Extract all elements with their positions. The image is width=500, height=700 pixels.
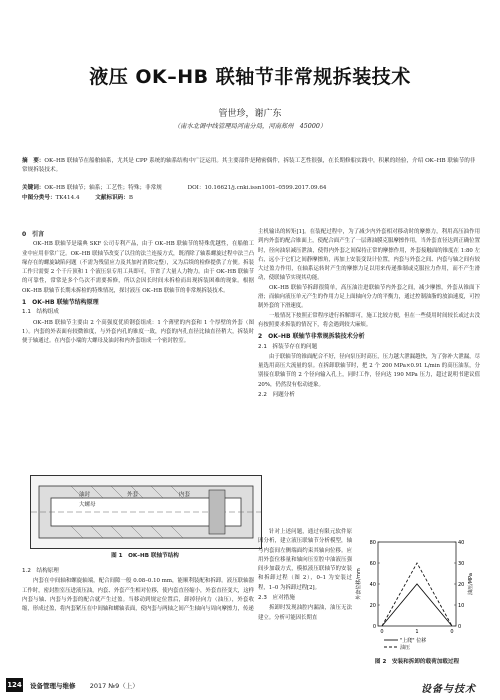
load-chart	[352, 534, 478, 650]
y-axis-label-left: 外套位移/mm	[356, 568, 362, 600]
keywords-line	[22, 184, 478, 193]
figure-2-caption: 图 2 安装和拆卸的载荷加载过程	[374, 659, 460, 665]
right-column-narrow	[258, 528, 352, 674]
heading-1: 1 OK–HB 联轴节结构原理	[22, 299, 99, 307]
left-tick-label: 60	[369, 561, 376, 567]
heading-2-2: 2.2 问题分析	[258, 392, 295, 399]
right-tick-label: 40	[458, 540, 465, 546]
abstract	[22, 157, 478, 175]
x-tick-label: 0	[450, 629, 454, 635]
paragraph-2-3: 拆卸时发现油腔内漏油，油压无法建立。分析可能因长期直	[258, 605, 352, 621]
authors: 管世珍，谢广东	[218, 109, 282, 119]
right-tick-label: 10	[458, 603, 465, 609]
heading-2-1: 2.1 拆装节存在的问题	[258, 343, 318, 350]
x-tick-label: 1	[415, 629, 419, 635]
left-tick-label: 80	[369, 540, 376, 546]
left-tick-label: 40	[369, 582, 376, 588]
paragraph-2-2: 针对上述问题，通过有限元软件原因分析，建立液压联轴节分析模型，轴与内套间左侧端面约束其轴向位移。应用外套位移量和轴向压室腔中油液压强间步加载方式，模拟液压联轴节的安装和拆卸过程（图 2），0–1 为安装过程，1–0 为拆卸过程[2]。	[258, 529, 352, 591]
series-line-pressure	[382, 563, 452, 626]
abstract-text: OK–HB 联轴节在船舶轴系，尤其是 CPP 系统的轴系结构中广泛运用。其主要部件是精密偶件，拆装工艺性很强，在长期修船实践中，积累的经验，介绍 OK–HB 联轴节的非常规拆装技术。	[22, 158, 476, 173]
label-outer-sleeve: 外套	[127, 492, 139, 498]
y-axis-label-right: 油压/MPa	[468, 573, 474, 595]
heading-1-2: 1.2 结构原理	[22, 568, 59, 574]
keywords-text: OK–HB 联轴节；轴系；工艺性；特殊；非常规	[44, 185, 162, 191]
intro-paragraph: OK–HB 联轴节是瑞典 SKF 公司专利产品，由于 OK–HB 联轴节的特殊优越性，在船舶工业中应用非常广泛。OK–HB 联轴节改变了以往的法兰连接方式，既消除了轴系螺旋过程中法兰凸缘存在的螺旋缺陷问题（不需为残留应力及其加衬消除完整），又为后续的检修提供了方便。拆装工作只需要 2 个千斤顶和 1 个液压泵专用工具即可，节省了大量人力物力。由于 OK–HB 联轴节的可靠性，常常是多个鸟次不需要拆修，所以会因长时间未拆检而出现拆装困难的现象。根据 OK–HB 联轴节长期未拆检的特殊情况，探讨液压 OK–HB 联轴节的非常规拆装技术。	[22, 241, 254, 294]
right-tick-label: 0	[458, 624, 462, 630]
issue: 2017 №9（上）	[89, 682, 139, 690]
paragraph-1-2: 内套在中间轴和螺旋轴端，配合间隙一般 0.08–0.10 mm，能顺利装配和拆卸。液压联轴器工作时，密封腔室压进液压油，内套、外套产生相对位移，使内套直径缩小，外套直径变大，这样内套与轴、内套与外套的配合就产生过盈。当移动到规定位置后，卸掉径向力（油压），外套收缩，形成过盈，将内套紧压在中间轴和螺轴表面，使内套与两轴之间产生轴向与周向摩擦力，传递	[22, 578, 254, 613]
label-oil-seal: 油封	[79, 492, 91, 498]
right-tick-label: 30	[458, 561, 465, 567]
article-title: 液压 OK–HB 联轴节非常规拆装技术	[89, 66, 411, 88]
doc-code-value: B	[128, 195, 133, 201]
figure-2	[352, 534, 478, 650]
paragraph-2-1: 由于联轴节的锥面配合不好，径向泵压时高压，压力越大泄漏越快，为了弥补大泄漏，尽量选用高压大流量的泵。在拆卸联轴节时，把 2 个 200 MPa×0.91 L/min 的高压油泵，分别接在联轴节的 2 个径向输入孔上，同时工作，径向达 190 MPa 压力，超过说明书建议值 20%，仍然没有松动迹象。	[258, 353, 480, 388]
label-inner-sleeve: 内套	[179, 492, 191, 498]
paragraph-continued-2: OK–HB 联轴节拆卸很简单，高压油注进联轴节内外套之间，减少摩擦，外套从锥面下滑；而轴向液压单元产生的作用力足上面轴向分力的平衡力，通过控制油脂的放油速度，可控制外套的下滑速度。	[258, 284, 480, 310]
paragraph-1-1: OK–HB 联轴节主要由 2 个高强度优质钢套组成：1 个薄壁的内套和 1 个厚壁的外套（图 1）。内套的外表面有较微锥度，与外套内孔的锥度一致，内套的内孔直径比轴直径稍大，拆装时便于轴通过。在内套小端的大螺母及油封和内外套组成一个密封腔室。	[22, 319, 254, 345]
heading-2: 2 OK–HB 联轴节非常规拆装技术分析	[258, 333, 365, 341]
x-tick-label: 0	[380, 629, 384, 635]
heading-intro: 0 引言	[22, 231, 45, 238]
journal-footer	[30, 681, 139, 690]
affiliation: （南水北调中线管理局河南分局，河南郑州 45000）	[173, 123, 327, 130]
figure-1-caption: 图 1 OK–HB 联轴节结构	[111, 553, 179, 559]
left-tick-label: 0	[372, 624, 376, 630]
coupling-diagram	[31, 476, 261, 548]
clc-label: 中图分类号：	[22, 195, 56, 201]
clc-value: TK414.4	[55, 195, 80, 201]
paragraph-continued: 主机输出的转矩[1]。在装配过程中，为了减少内外套相对移动时的摩擦力，利用高压油作用到内外套的配合锥面上，使配合面产生了一层薄油膜克服摩擦作用，当外套直径达到正确位置时，径向油泵减压泄油，使得内外套之间保持正常的摩擦作用，外套接触面的锥度在 1:80 左右，远小于它们之间静摩擦角，再加上安装变设计位置，内套与外套之间、内套与轴之间有较大过盈力作用，在轴系运转时产生的摩擦力足以用来传递推制或克服拉力作用，而不产生滑动，使联轴节实现其功能。	[258, 229, 480, 282]
heading-1-1: 1.1 结构组成	[22, 309, 59, 316]
paragraph-continued-3: 一般情况下按照正常程序进行拆解即可，施工比较方便，但在一些使用时间较长或过去没有按照要求拆装的情况下，将会遇到较大麻烦。	[258, 312, 480, 328]
page-number: 124	[6, 678, 23, 692]
legend-label-pressure: 油压	[400, 645, 411, 650]
journal-name: 设备管理与维修	[30, 682, 76, 690]
left-tick-label: 20	[369, 603, 376, 609]
right-tick-label: 20	[458, 582, 465, 588]
doc-code-label: 文献标识码：	[95, 195, 129, 201]
right-column-top	[258, 228, 480, 528]
figure-1	[30, 475, 262, 549]
doi: DOI：10.16621/j.cnki.issn1001–0599.2017.09.64	[187, 185, 327, 191]
keywords-label: 关键词：	[22, 185, 45, 191]
series-line-displacement	[382, 584, 452, 626]
abstract-label: 摘 要：	[22, 158, 45, 164]
section-brand: 设备与技术	[421, 684, 476, 695]
left-column-top	[22, 228, 254, 473]
legend-label-displacement: "上爬" 位移	[400, 638, 427, 644]
classification-line	[22, 194, 478, 203]
heading-2-3: 2.3 应对措施	[258, 595, 295, 602]
left-column-bottom	[22, 566, 254, 674]
label-big-nut: 大螺母	[79, 502, 96, 508]
